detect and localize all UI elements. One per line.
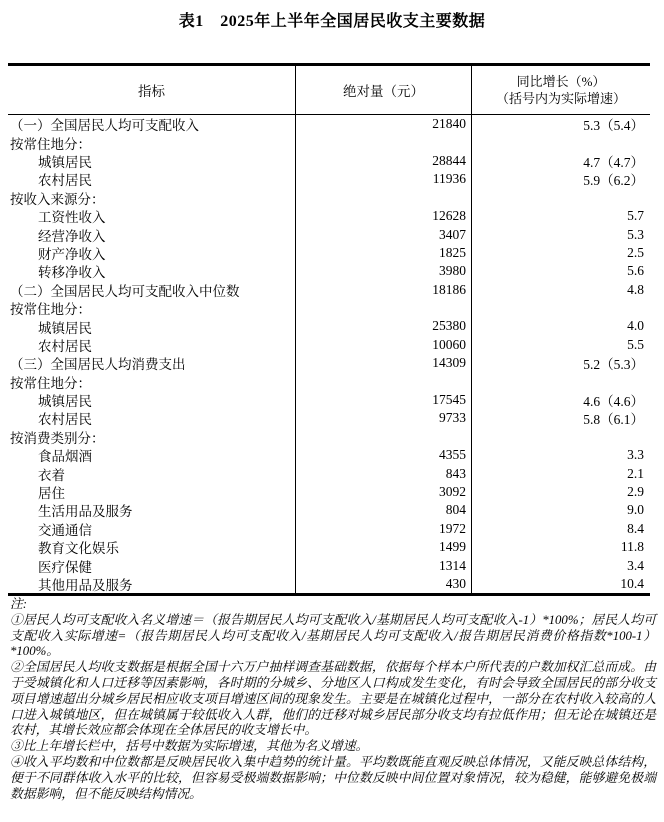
table-row [8, 538, 650, 556]
note-item-2: ②全国居民人均收支数据是根据全国十六万户抽样调查基础数据，依据每个样本户所代表的户数加权汇总而成。由于受城镇化和人口迁移等因素影响，各时期的分城乡、分地区人口构成发生变化，有时会导致全国居民的部分收支项目增速超出分城乡居民相应收支项目增速区间的现象发生。主要是在城镇化过程中，一部分在农村收入较高的人口进入城镇地区，但在城镇属于较低收入人群，他们的迁移对城乡居民部分收支均有拉低作用；但无论在城镇还是农村，其增长效应都会体现在全体居民的收支增长中。 [10, 660, 656, 738]
indicator-cell: 食品烟酒 [8, 446, 296, 464]
absolute-amount-cell: 1972 [296, 520, 472, 538]
absolute-amount-cell: 3092 [296, 483, 472, 501]
indicator-cell: 医疗保健 [8, 556, 296, 574]
absolute-amount-cell: 4355 [296, 446, 472, 464]
absolute-amount-cell [296, 133, 472, 151]
table-row [8, 336, 650, 354]
yoy-growth-cell: 5.5 [627, 336, 644, 352]
yoy-growth-cell [472, 372, 650, 390]
indicator-cell: 工资性收入 [8, 207, 296, 225]
absolute-amount-cell: 1314 [296, 556, 472, 574]
yoy-growth-cell [472, 299, 650, 317]
indicator-cell: 农村居民 [8, 336, 296, 354]
table-row [8, 446, 650, 464]
absolute-amount-cell: 25380 [296, 317, 472, 335]
yoy-growth-cell: 4.6（4.6） [583, 394, 644, 410]
yoy-growth-cell: 2.9 [627, 484, 644, 499]
indicator-cell: 农村居民 [8, 170, 296, 188]
indicator-cell: 生活用品及服务 [8, 501, 296, 519]
table-row [8, 115, 650, 133]
table-row [8, 483, 650, 501]
indicator-cell: 按常住地分： [8, 133, 296, 151]
indicator-cell: 城镇居民 [8, 317, 296, 335]
indicator-cell: 按消费类别分： [8, 428, 296, 446]
absolute-amount-cell: 804 [296, 501, 472, 519]
indicator-cell: 按常住地分： [8, 372, 296, 390]
yoy-growth-cell: 10.4 [620, 575, 644, 591]
header-yoy-growth-line2: （括号内为实际增速） [495, 91, 626, 106]
yoy-growth-cell [472, 189, 650, 207]
yoy-growth-cell: 4.7（4.7） [583, 154, 644, 170]
absolute-amount-cell: 17545 [296, 391, 472, 409]
table-row [8, 354, 650, 372]
indicator-cell: 按收入来源分： [8, 189, 296, 207]
absolute-amount-cell: 1499 [296, 538, 472, 556]
yoy-growth-cell: 5.3（5.4） [583, 118, 644, 134]
absolute-amount-cell: 21840 [296, 115, 472, 133]
yoy-growth-cell: 8.4 [627, 520, 644, 536]
table-header-row [8, 66, 650, 115]
indicator-cell: 其他用品及服务 [8, 575, 296, 593]
indicator-cell: 按常住地分： [8, 299, 296, 317]
yoy-growth-cell: 5.7 [627, 208, 644, 224]
indicator-cell: 衣着 [8, 464, 296, 482]
yoy-growth-cell: 11.8 [620, 539, 644, 555]
table-row [8, 501, 650, 519]
yoy-growth-cell: 5.6 [627, 263, 644, 279]
table-row [8, 207, 650, 225]
table-row [8, 299, 650, 317]
header-absolute-amount: 绝对量（元） [296, 66, 472, 114]
absolute-amount-cell: 28844 [296, 152, 472, 170]
header-yoy-growth [472, 66, 650, 114]
table-row [8, 262, 650, 280]
indicator-cell: 城镇居民 [8, 391, 296, 409]
yoy-growth-cell: 5.9（6.2） [583, 173, 644, 189]
yoy-growth-cell [472, 428, 650, 446]
notes-label: 注: [10, 597, 28, 611]
absolute-amount-cell: 3980 [296, 262, 472, 280]
table-row [8, 152, 650, 170]
yoy-growth-cell: 5.8（6.1） [583, 412, 644, 428]
indicator-cell: 农村居民 [8, 409, 296, 427]
header-yoy-growth-line1: 同比增长（%） [516, 74, 606, 89]
table-row [8, 225, 650, 243]
header-indicator: 指标 [8, 66, 296, 114]
table-row [8, 281, 650, 299]
indicator-cell: 经营净收入 [8, 225, 296, 243]
table-row [8, 133, 650, 151]
indicator-cell: 交通通信 [8, 520, 296, 538]
yoy-growth-cell: 3.4 [627, 557, 644, 573]
table-row [8, 556, 650, 574]
table-row [8, 409, 650, 427]
absolute-amount-cell: 18186 [296, 281, 472, 299]
table-body [8, 115, 650, 593]
yoy-growth-cell: 4.8 [627, 281, 644, 297]
absolute-amount-cell [296, 299, 472, 317]
absolute-amount-cell [296, 372, 472, 390]
yoy-growth-cell: 4.0 [627, 318, 644, 334]
table-row [8, 391, 650, 409]
indicator-cell: 财产净收入 [8, 244, 296, 262]
absolute-amount-cell [296, 428, 472, 446]
table-row [8, 575, 650, 593]
table-row [8, 317, 650, 335]
table-row [8, 464, 650, 482]
absolute-amount-cell: 11936 [296, 170, 472, 188]
absolute-amount-cell: 12628 [296, 207, 472, 225]
indicator-cell: （三）全国居民人均消费支出 [8, 354, 296, 372]
indicator-cell: 居住 [8, 483, 296, 501]
indicator-cell: 转移净收入 [8, 262, 296, 280]
yoy-growth-cell: 3.3 [627, 447, 644, 463]
absolute-amount-cell: 843 [296, 464, 472, 482]
yoy-growth-cell: 9.0 [627, 502, 644, 518]
yoy-growth-cell: 5.3 [627, 226, 644, 242]
table-row [8, 372, 650, 390]
table-row [8, 244, 650, 262]
indicator-cell: （二）全国居民人均可支配收入中位数 [8, 281, 296, 299]
yoy-growth-cell: 5.2（5.3） [583, 357, 644, 373]
income-expenditure-table [8, 63, 650, 596]
yoy-growth-cell: 2.5 [627, 244, 644, 260]
indicator-cell: 教育文化娱乐 [8, 538, 296, 556]
table-row [8, 189, 650, 207]
table-row [8, 170, 650, 188]
absolute-amount-cell: 1825 [296, 244, 472, 262]
notes-section [10, 597, 656, 802]
note-item-1: ①居民人均可支配收入名义增速＝（报告期居民人均可支配收入/基期居民人均可支配收入-1）*100%；居民人均可支配收入实际增速=（报告期居民人均可支配收入/基期居民人均可支配收入/报告期居民消费价格指数*100-1）*100%。 [10, 612, 656, 659]
absolute-amount-cell [296, 189, 472, 207]
table-row [8, 520, 650, 538]
absolute-amount-cell: 14309 [296, 354, 472, 372]
absolute-amount-cell: 9733 [296, 409, 472, 427]
absolute-amount-cell: 10060 [296, 336, 472, 354]
yoy-growth-cell [472, 133, 650, 151]
table-row [8, 428, 650, 446]
note-item-4: ④收入平均数和中位数都是反映居民收入集中趋势的统计量。平均数既能直观反映总体情况，又能反映总体结构，便于不同群体收入水平的比较，但容易受极端数据影响；中位数反映中间位置对象情况，较为稳健，能够避免极端数据影响，但不能反映结构情况。 [10, 754, 656, 801]
note-item-3: ③比上年增长栏中，括号中数据为实际增速，其他为名义增速。 [10, 739, 369, 754]
absolute-amount-cell: 430 [296, 575, 472, 593]
indicator-cell: （一）全国居民人均可支配收入 [8, 115, 296, 133]
page-title: 表1 2025年上半年全国居民收支主要数据 [178, 13, 486, 30]
indicator-cell: 城镇居民 [8, 152, 296, 170]
absolute-amount-cell: 3407 [296, 225, 472, 243]
yoy-growth-cell: 2.1 [627, 465, 644, 481]
